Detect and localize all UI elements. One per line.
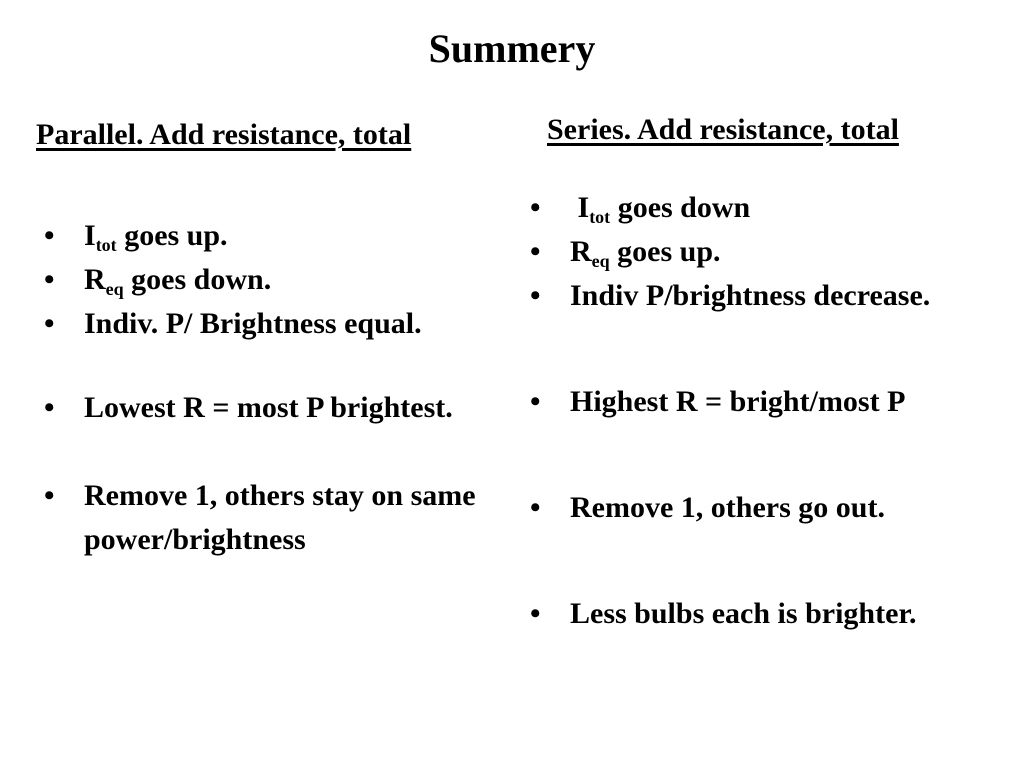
parallel-item-remove xyxy=(44,474,504,562)
parallel-bullet-list xyxy=(44,214,504,562)
item-text: Highest R = bright/most P xyxy=(570,385,906,418)
bullet-marker: • xyxy=(44,263,55,296)
bullet-marker: • xyxy=(44,307,55,340)
series-item-remove xyxy=(530,486,1010,530)
bullet-marker: • xyxy=(530,385,541,418)
bullet-marker: • xyxy=(44,219,55,252)
item-text: goes up. xyxy=(116,219,228,252)
parallel-item-lowest-r xyxy=(44,386,504,430)
subscript-tot: tot xyxy=(95,235,117,255)
item-text: Lowest R = most P brightest. xyxy=(84,391,453,424)
series-item-brightness xyxy=(530,274,1010,318)
symbol-i: I xyxy=(570,191,590,224)
series-heading: Series. Add resistance, total xyxy=(547,113,899,146)
bullet-marker: • xyxy=(530,191,541,224)
symbol-r: R xyxy=(84,263,106,296)
series-bullet-list xyxy=(530,186,1010,636)
item-text: goes down xyxy=(610,191,751,224)
item-text: goes down. xyxy=(123,263,272,296)
parallel-item-current xyxy=(44,214,504,258)
series-item-current xyxy=(530,186,1010,230)
item-text: goes up. xyxy=(609,235,721,268)
subscript-eq: eq xyxy=(105,279,124,299)
subscript-tot: tot xyxy=(589,207,611,227)
bullet-marker: • xyxy=(530,491,541,524)
symbol-i: I xyxy=(84,219,96,252)
item-text: Remove 1, others stay on same power/brightness xyxy=(84,479,476,556)
bullet-marker: • xyxy=(44,479,55,512)
series-item-less-bulbs xyxy=(530,592,1010,636)
slide-title: Summery xyxy=(428,26,596,71)
series-item-resistance xyxy=(530,230,1010,274)
parallel-item-resistance xyxy=(44,258,504,302)
bullet-marker: • xyxy=(530,597,541,630)
series-item-highest-r xyxy=(530,380,1010,424)
item-text: Less bulbs each is brighter. xyxy=(570,597,917,630)
item-text: Indiv P/brightness decrease. xyxy=(570,279,931,312)
bullet-marker: • xyxy=(530,235,541,268)
item-text: Indiv. P/ Brightness equal. xyxy=(84,307,422,340)
bullet-marker: • xyxy=(44,391,55,424)
parallel-item-brightness xyxy=(44,302,504,346)
parallel-heading: Parallel. Add resistance, total xyxy=(36,118,412,151)
subscript-eq: eq xyxy=(591,251,610,271)
bullet-marker: • xyxy=(530,279,541,312)
item-text: Remove 1, others go out. xyxy=(570,491,885,524)
symbol-r: R xyxy=(570,235,592,268)
